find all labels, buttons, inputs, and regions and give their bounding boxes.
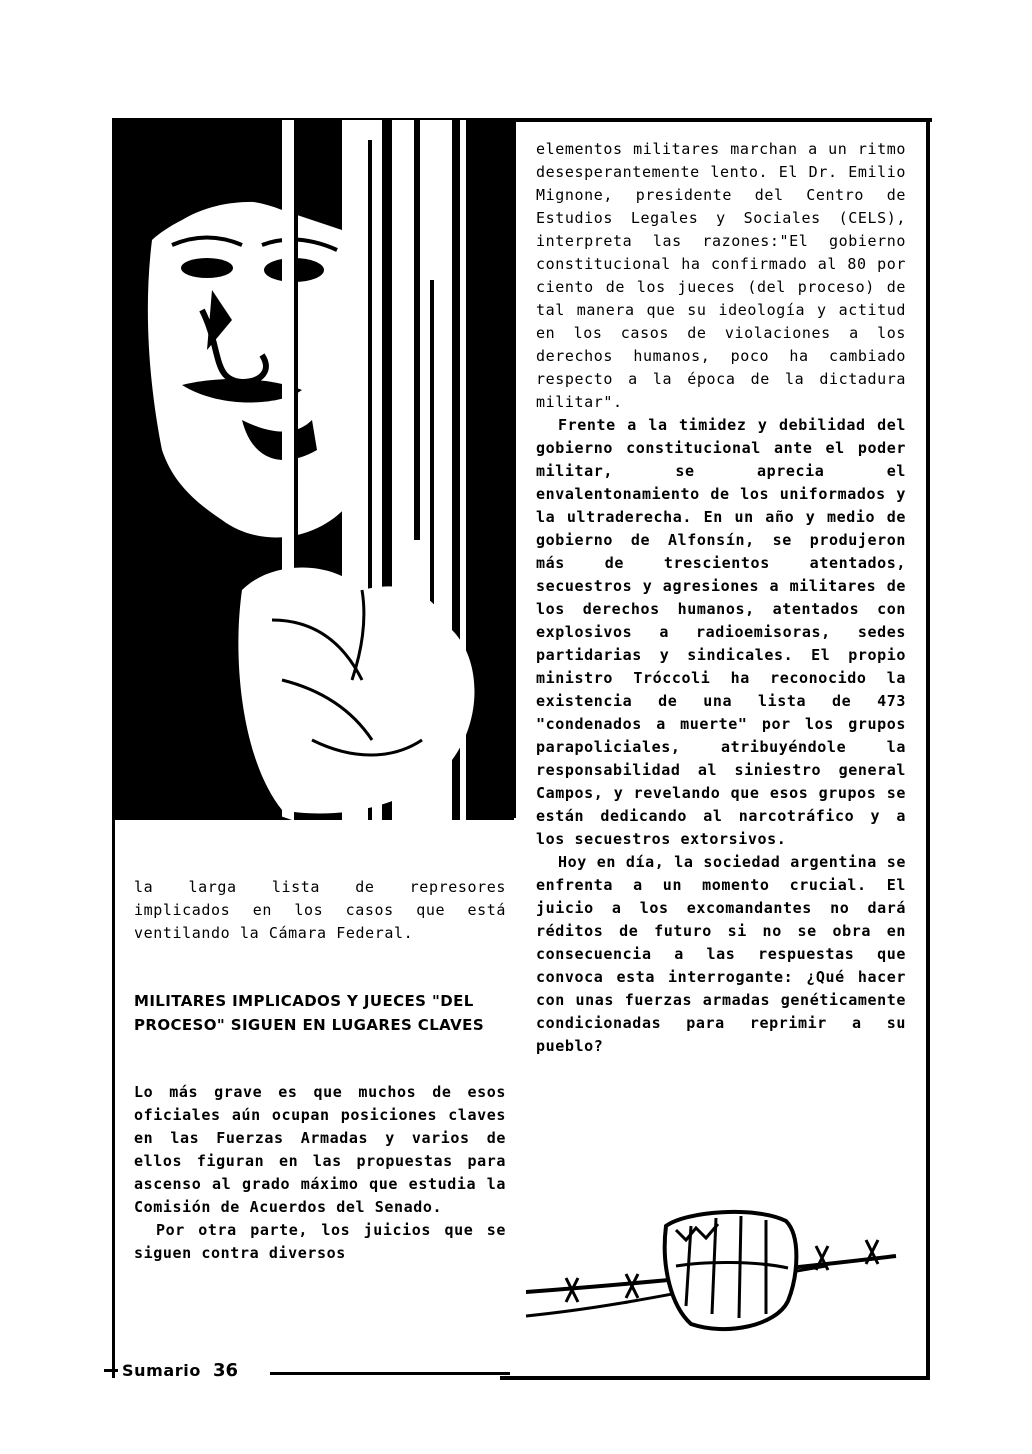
frame-left-rule [112, 818, 115, 1378]
frame-bottom-rule [500, 1376, 930, 1380]
right-paragraph-2: Frente a la timidez y debilidad del gobierno constitucional ante el poder militar, se aprecia el envalentonamiento de los uniformados y la ultraderecha. En un año y medio de gobierno de Alfonsín, se produjeron más de trescientos atentados, secuestros y agresiones a militares de los derechos humanos, atentados con explosivos a radioemisoras, sedes partidarias y sindicales. El propio ministro Tróccoli ha reconocido la existencia de una lista de 473 "condenados a muerte" por los grupos parapoliciales, atribuyéndole la responsabilidad al siniestro general Campos, y revelando que esos grupos se están dedicando al narcotráfico y a los secuestros extorsivos. [536, 416, 906, 848]
frame-right-rule [926, 118, 930, 1380]
left-paragraph-2: Por otra parte, los juicios que se siguen contra diversos [134, 1221, 506, 1262]
face-behind-bars-photo [112, 120, 514, 820]
left-paragraph-1: Lo más grave es que muchos de esos oficiales aún ocupan posiciones claves en las Fuerzas Armadas y varios de ellos figuran en las propuestas para ascenso al grado máximo que estudia la Comisión de Acuerdos del Senado. [134, 1083, 506, 1216]
page-footer [104, 1360, 238, 1381]
fist-barbed-wire-illustration [526, 1206, 906, 1356]
section-heading: MILITARES IMPLICADOS Y JUECES "DEL PROCESO" SIGUEN EN LUGARES CLAVES [134, 992, 485, 1034]
right-paragraph-3: Hoy en día, la sociedad argentina se enfrenta a un momento crucial. El juicio a los excomandantes no dará réditos de futuro si no se obra en consecuencia a las respuestas que convoca esta interrogante: ¿Qué hacer con unas fuerzas armadas genéticamente condicionadas para reprimir a su pueblo? [536, 853, 906, 1055]
right-paragraph-1: elementos militares marchan a un ritmo desesperantemente lento. El Dr. Emilio Mignone, presidente del Centro de Estudios Legales y Sociales (CELS), interpreta las razones:"El gobierno constitucional ha confirmado al 80 por ciento de los jueces (del proceso) de tal manera que su ideología y actitud en los casos de violaciones a los derechos humanos, poco ha cambiado respecto a la época de la dictadura militar". [536, 140, 906, 411]
footer-rule [270, 1372, 510, 1375]
column-divider [514, 118, 516, 818]
footer-label: Sumario [122, 1361, 201, 1380]
footer-mark [104, 1369, 118, 1372]
page-number: 36 [212, 1360, 239, 1381]
left-column [134, 876, 506, 1265]
right-column [536, 138, 906, 1058]
left-intro-paragraph: la larga lista de represores implicados en los casos que está ventilando la Cámara Federal. [134, 878, 506, 942]
